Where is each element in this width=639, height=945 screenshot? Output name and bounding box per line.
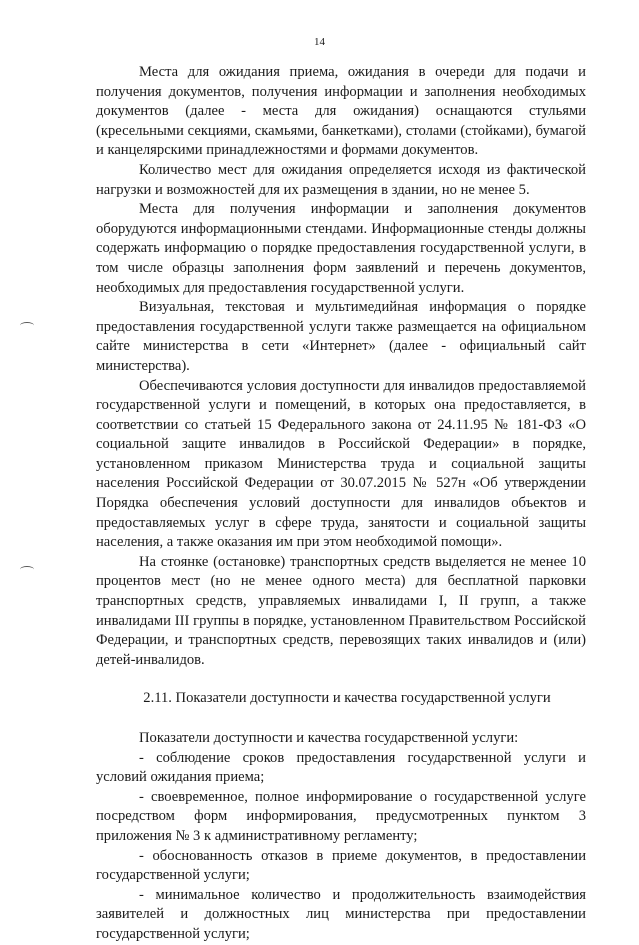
paragraph-number-of-places: Количество мест для ожидания определяется исходя из фактической нагрузки и возможностей для их размещения в здании, но не менее 5.: [96, 161, 586, 198]
list-item: - обоснованность отказов в приеме документов, в предоставлении государственной услуги;: [96, 847, 586, 884]
paragraph-waiting-places: Места для ожидания приема, ожидания в очереди для подачи и получения документов, получения информации и заполнения необходимых документов (далее - места для ожидания) оснащаются стульями (кресельными секциями, скамьями, банкетками), столами (стойками), бумагой и канцелярскими принадлежностями и формами документов.: [96, 64, 586, 159]
paragraph-accessibility: Обеспечиваются условия доступности для инвалидов предоставляемой государственной услуги и помещений, в которых она предоставляется, в соответствии со статьей 15 Федерального закона от 24.11.95 № 181-ФЗ «О социальной защите инвалидов в Российской Федерации» в порядке, установленном приказом Министерства труда и социальной защиты населения Российской Федерации от 30.07.2015 № 527н «Об утверждении Порядка обеспечения условий доступности для инвалидов объектов и предоставляемых услуг в сфере труда, занятости и социальной защиты населения, а также оказания им при этом необходимой помощи».: [96, 377, 586, 551]
list-item: - своевременное, полное информирование о государственной услуге посредством форм информирования, предусмотренных пунктом 3 приложения № 3 к административному регламенту;: [96, 788, 586, 844]
list-intro: Показатели доступности и качества государственной услуги:: [139, 730, 519, 746]
document-body: [96, 63, 586, 945]
list-item: - минимальное количество и продолжительность взаимодействия заявителей и должностных лиц министерства при предоставлении государственной услуги;: [96, 886, 586, 942]
scan-artifact-mark: [20, 322, 34, 329]
scan-artifact-mark: [20, 566, 34, 573]
page-number: 14: [314, 36, 325, 48]
paragraph-parking: На стоянке (остановке) транспортных средств выделяется не менее 10 процентов мест (но не менее одного места) для бесплатной парковки транспортных средств, управляемых инвалидами I, II групп, а также инвалидами III группы в порядке, установленном Правительством Российской Федерации, и транспортных средств, перевозящих таких инвалидов и (или) детей-инвалидов.: [96, 553, 586, 668]
section-heading: 2.11. Показатели доступности и качества государственной услуги: [143, 690, 551, 707]
paragraph-information-stands: Места для получения информации и заполнения документов оборудуются информационными стендами. Информационные стенды должны содержать информацию о порядке предоставления государственной услуги, в том числе образцы заполнения форм заявлений и перечень документов, необходимых для предоставления государственной услуги.: [96, 201, 586, 296]
list-item: - соблюдение сроков предоставления государственной услуги и условий ожидания приема;: [96, 749, 586, 786]
paragraph-multimedia-info: Визуальная, текстовая и мультимедийная информация о порядке предоставления государственной услуги также размещается на официальном сайте министерства в сети «Интернет» (далее - официальный сайт министерства).: [96, 299, 586, 374]
